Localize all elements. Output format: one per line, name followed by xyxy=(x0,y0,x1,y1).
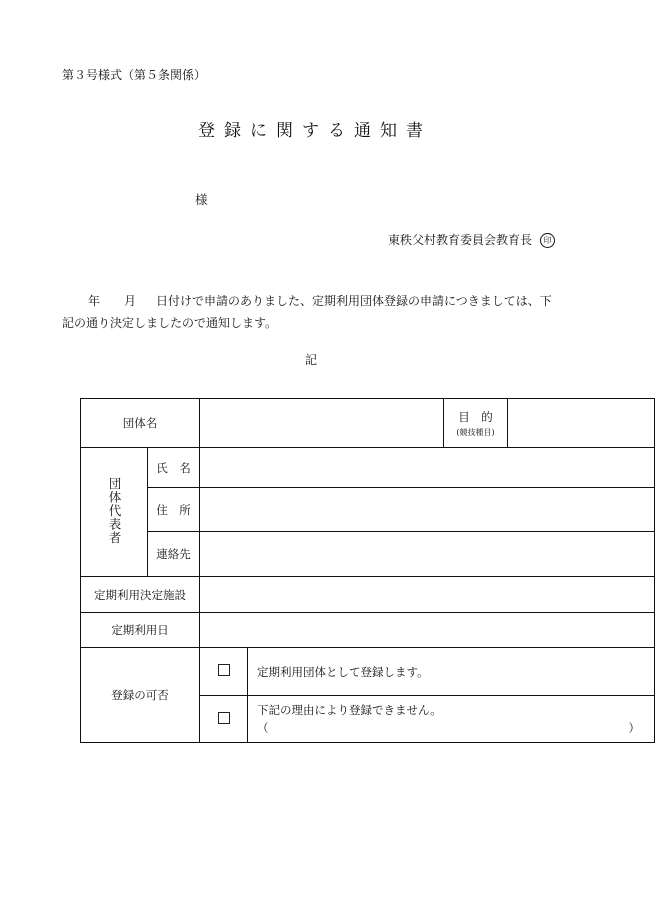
body-line-1 xyxy=(62,292,552,309)
group-name-label: 団体名 xyxy=(81,399,200,448)
paren-close: ） xyxy=(628,721,640,735)
approval-label: 登録の可否 xyxy=(81,648,200,743)
reason-field[interactable] xyxy=(257,720,654,736)
option-no-text: 下記の理由により登録できません。 xyxy=(257,703,442,717)
body-line-2: 記の通り決定しましたので通知します。 xyxy=(62,316,278,330)
option-no-cell xyxy=(248,696,655,743)
row-rep-address xyxy=(81,488,655,532)
issuer-name: 東秩父村教育委員会教育長 xyxy=(388,233,533,247)
facility-label: 定期利用決定施設 xyxy=(81,577,200,613)
addressee-suffix: 様 xyxy=(195,192,208,207)
usage-day-label: 定期利用日 xyxy=(81,613,200,648)
purpose-label-cell xyxy=(444,399,508,448)
rep-contact-label: 連絡先 xyxy=(148,532,200,577)
month-label: 月 xyxy=(124,294,137,308)
purpose-label: 目 的 xyxy=(458,409,493,424)
representative-label-cell xyxy=(81,448,148,577)
rep-name-field[interactable] xyxy=(200,448,655,488)
purpose-field[interactable] xyxy=(508,399,655,448)
ki-heading: 記 xyxy=(305,353,318,367)
rep-name-label: 氏 名 xyxy=(148,448,200,488)
usage-day-field[interactable] xyxy=(200,613,655,648)
issuer xyxy=(388,231,555,248)
checkbox-no[interactable] xyxy=(218,712,230,724)
checkbox-no-cell xyxy=(200,696,248,743)
seal-icon: 印 xyxy=(540,233,555,248)
body-line-1-text: 日付けで申請のありました、定期利用団体登録の申請につきましては、下 xyxy=(156,294,552,308)
row-usage-day xyxy=(81,613,655,648)
representative-label: 団体代表者 xyxy=(107,476,122,545)
row-rep-name xyxy=(81,448,655,488)
form-number: 第３号様式（第５条関係） xyxy=(62,68,207,82)
rep-address-field[interactable] xyxy=(200,488,655,532)
checkbox-yes[interactable] xyxy=(218,664,230,676)
paren-open: （ xyxy=(257,721,269,735)
row-approval-yes xyxy=(81,648,655,696)
option-yes-text: 定期利用団体として登録します。 xyxy=(248,648,655,696)
row-facility xyxy=(81,577,655,613)
purpose-sub-label: (競技種目) xyxy=(456,427,495,437)
document-title: 登録に関する通知書 xyxy=(198,121,432,141)
checkbox-yes-cell xyxy=(200,648,248,696)
year-label: 年 xyxy=(88,294,101,308)
group-name-field[interactable] xyxy=(200,399,444,448)
row-group-name xyxy=(81,399,655,448)
rep-address-label: 住 所 xyxy=(148,488,200,532)
rep-contact-field[interactable] xyxy=(200,532,655,577)
registration-table xyxy=(80,398,655,743)
row-rep-contact xyxy=(81,532,655,577)
facility-field[interactable] xyxy=(200,577,655,613)
